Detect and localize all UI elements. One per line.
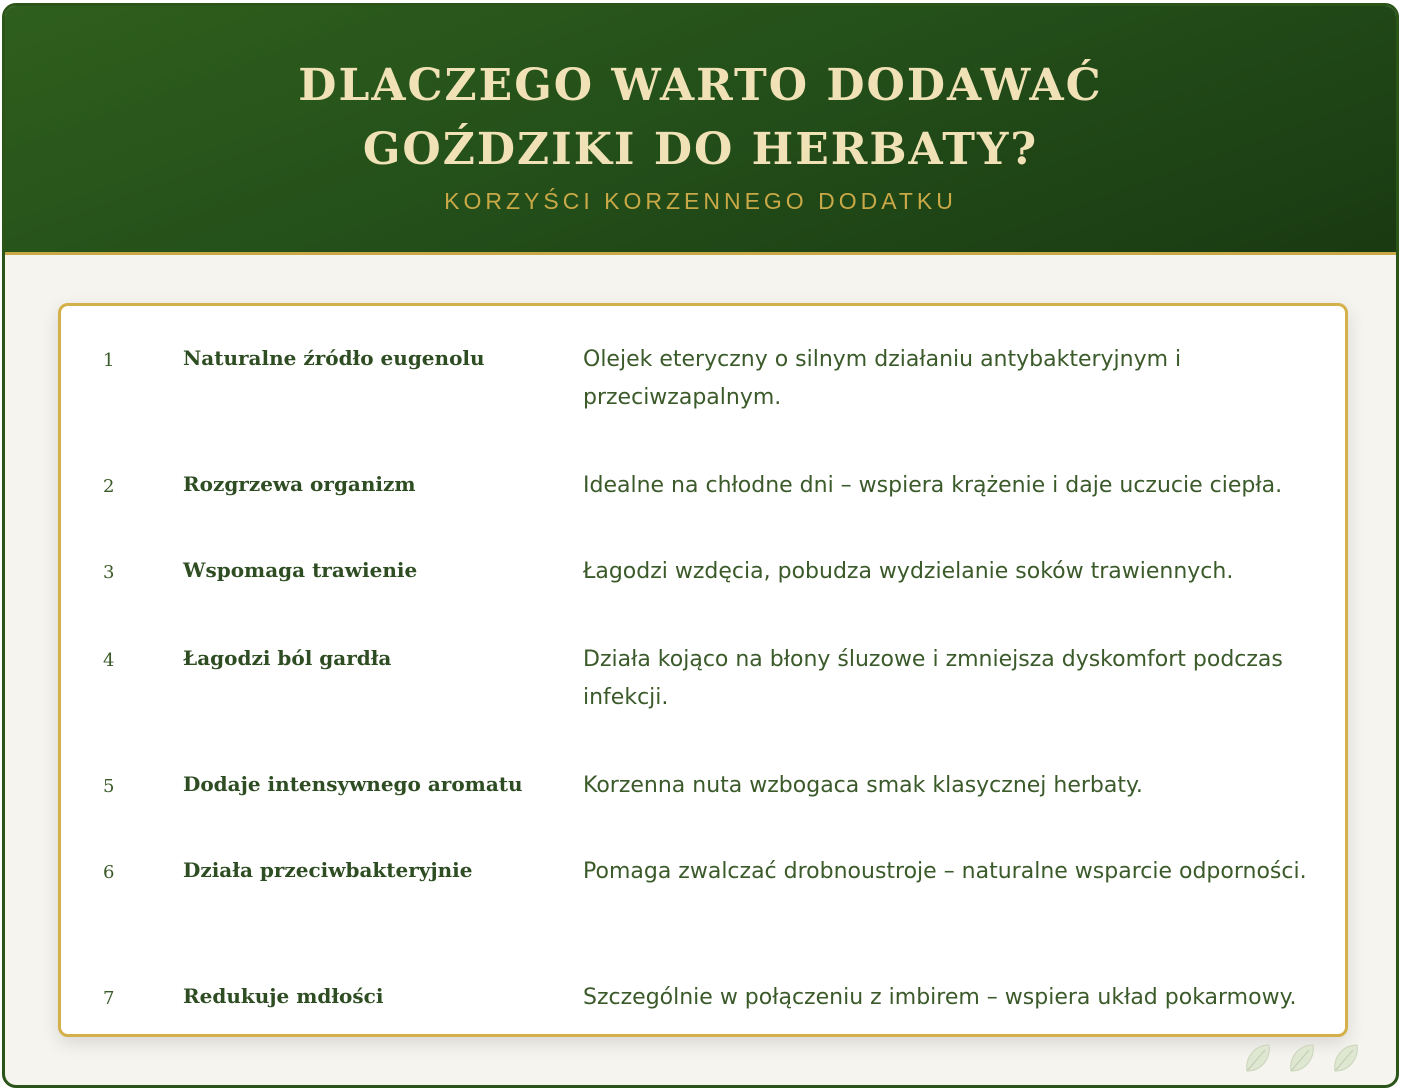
page-subtitle: KORZYŚCI KORZENNEGO DODATKU bbox=[444, 188, 957, 214]
page-frame bbox=[2, 3, 1399, 1088]
item-number: 7 bbox=[103, 988, 115, 1009]
item-name: Dodaje intensywnego aromatu bbox=[183, 772, 523, 796]
item-description: Korzenna nuta wzbogaca smak klasycznej herbaty. bbox=[583, 773, 1143, 798]
item-description: Działa kojąco na błony śluzowe i zmniejsza dyskomfort podczas infekcji. bbox=[583, 647, 1283, 710]
item-name: Wspomaga trawienie bbox=[183, 558, 418, 582]
item-number: 6 bbox=[103, 862, 115, 883]
item-description: Pomaga zwalczać drobnoustroje – naturalne wsparcie odporności. bbox=[583, 859, 1307, 884]
item-description: Szczególnie w połączeniu z imbirem – wspiera układ pokarmowy. bbox=[583, 985, 1297, 1010]
benefits-card bbox=[58, 303, 1348, 1037]
item-number: 4 bbox=[103, 650, 115, 671]
item-description: Olejek eteryczny o silnym działaniu antybakteryjnym i przeciwzapalnym. bbox=[583, 347, 1182, 410]
item-name: Redukuje mdłości bbox=[183, 984, 384, 1008]
item-description: Idealne na chłodne dni – wspiera krążenie i daje uczucie ciepła. bbox=[583, 473, 1283, 498]
item-number: 5 bbox=[103, 776, 115, 797]
item-number: 1 bbox=[103, 350, 115, 371]
page-title: DLACZEGO WARTO DODAWAĆ GOŹDZIKI DO HERBATY? bbox=[298, 60, 1103, 175]
item-name: Rozgrzewa organizm bbox=[183, 472, 416, 496]
item-name: Działa przeciwbakteryjnie bbox=[183, 858, 473, 882]
item-description: Łagodzi wzdęcia, pobudza wydzielanie soków trawiennych. bbox=[583, 559, 1234, 584]
header-banner bbox=[5, 6, 1396, 255]
item-number: 3 bbox=[103, 562, 115, 583]
leaf-icon bbox=[1241, 1041, 1275, 1075]
item-name: Naturalne źródło eugenolu bbox=[183, 346, 485, 370]
leaf-icon bbox=[1329, 1041, 1363, 1075]
item-name: Łagodzi ból gardła bbox=[183, 646, 392, 670]
leaf-decoration bbox=[1241, 1041, 1371, 1081]
item-number: 2 bbox=[103, 476, 115, 497]
leaf-icon bbox=[1285, 1041, 1319, 1075]
